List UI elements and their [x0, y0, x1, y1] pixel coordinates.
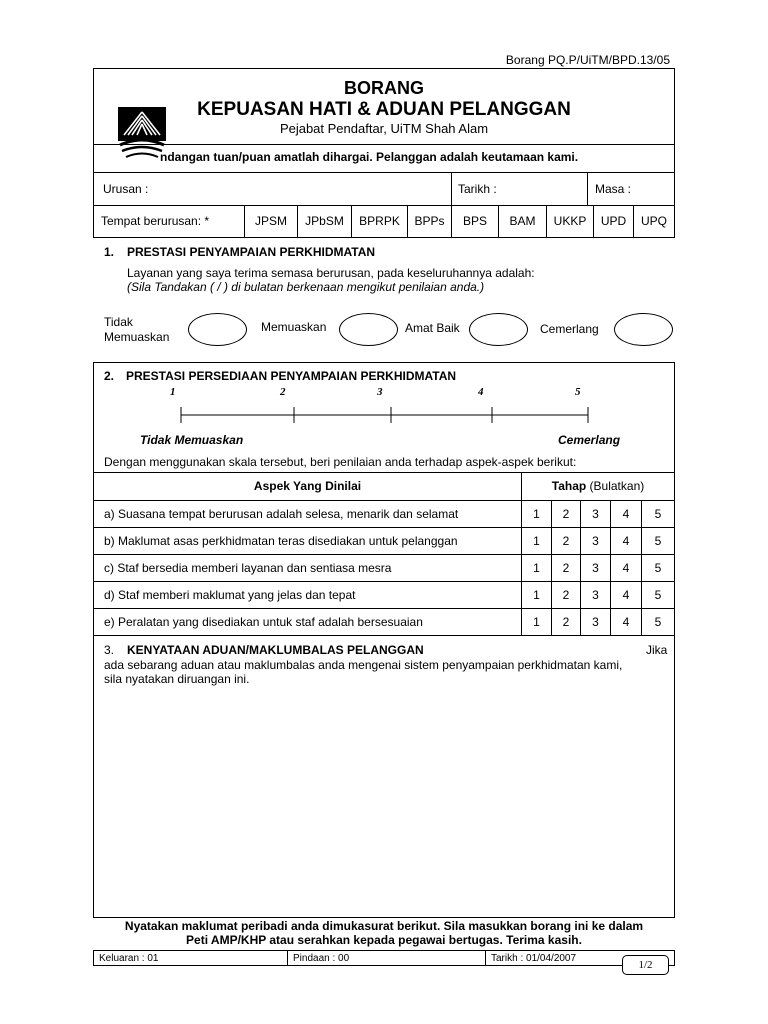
row-e-level-5[interactable]: 5: [654, 614, 662, 629]
option-tidak-label-2: Memuaskan: [104, 330, 170, 344]
tagline: ndangan tuan/puan amatlah dihargai. Pelanggan adalah keutamaan kami.: [160, 150, 579, 164]
dept-ukkp[interactable]: UKKP: [553, 214, 587, 228]
col-tahap-note: (Bulatkan): [589, 479, 645, 493]
row-c-level-2[interactable]: 2: [562, 560, 570, 575]
section3-title: KENYATAAN ADUAN/MAKLUMBALAS PELANGGAN: [127, 643, 424, 657]
footer-pindaan: Pindaan : 00: [293, 952, 350, 964]
option-amat-baik-label: Amat Baik: [405, 321, 460, 335]
notice-line2: Peti AMP/KHP atau serahkan kepada pegawai bertugas. Terima kasih.: [186, 933, 582, 947]
row-a-level-1[interactable]: 1: [533, 506, 540, 521]
dept-bpps[interactable]: BPPs: [414, 214, 445, 228]
row-b-level-5[interactable]: 5: [654, 533, 662, 548]
scale-high-label: Cemerlang: [558, 433, 621, 447]
dept-jpsm[interactable]: JPSM: [254, 214, 287, 228]
option-cemerlang-label: Cemerlang: [540, 322, 599, 336]
masa-field[interactable]: Masa :: [595, 181, 632, 196]
row-d-level-1[interactable]: 1: [533, 587, 540, 602]
row-c-level-1[interactable]: 1: [533, 560, 540, 575]
section1-number: 1.: [104, 245, 115, 259]
page-number: 1/2: [622, 955, 669, 975]
table-row-label: e) Peralatan yang disediakan untuk staf adalah bersesuaian: [104, 614, 423, 629]
scale-3: 3: [377, 386, 383, 398]
row-e-level-3[interactable]: 3: [592, 614, 599, 629]
section2-instruction: Dengan menggunakan skala tersebut, beri penilaian anda terhadap aspek-aspek berikut:: [104, 455, 577, 469]
row-b-level-1[interactable]: 1: [533, 533, 540, 548]
row-c-level-3[interactable]: 3: [592, 560, 599, 575]
footer-keluaran: Keluaran : 01: [99, 952, 159, 964]
footer-frame: [93, 950, 675, 966]
row-d-level-3[interactable]: 3: [592, 587, 599, 602]
row-d-level-4[interactable]: 4: [622, 587, 630, 602]
row-a-level-5[interactable]: 5: [654, 506, 662, 521]
row-a-level-4[interactable]: 4: [622, 506, 630, 521]
row-c-level-5[interactable]: 5: [654, 560, 662, 575]
section1-line2: (Sila Tandakan ( / ) di bulatan berkenaan mengikut penilaian anda.): [127, 280, 485, 294]
row-b-level-3[interactable]: 3: [592, 533, 599, 548]
section1-title: PRESTASI PENYAMPAIAN PERKHIDMATAN: [127, 245, 376, 259]
complaint-textarea[interactable]: [94, 690, 674, 916]
scale-5: 5: [575, 386, 581, 398]
tempat-berurusan-label: Tempat berurusan: *: [101, 214, 210, 228]
col-aspek-header: Aspek Yang Dinilai: [253, 479, 362, 493]
section2-title: PRESTASI PERSEDIAAN PENYAMPAIAN PERKHIDMATAN: [126, 369, 457, 383]
tarikh-field[interactable]: Tarikh :: [458, 181, 497, 196]
table-row-label: b) Maklumat asas perkhidmatan teras disediakan untuk pelanggan: [104, 533, 458, 548]
row-e-level-2[interactable]: 2: [562, 614, 570, 629]
scale-line: [178, 405, 592, 425]
scale-low-label: Tidak Memuaskan: [140, 433, 244, 447]
row-d-level-2[interactable]: 2: [562, 587, 570, 602]
dept-upq[interactable]: UPQ: [640, 214, 667, 228]
option-memuaskan-circle[interactable]: [339, 313, 398, 346]
section1-line1: Layanan yang saya terima semasa berurusan, pada keseluruhannya adalah:: [127, 266, 535, 280]
row-b-level-2[interactable]: 2: [562, 533, 570, 548]
row-d-level-5[interactable]: 5: [654, 587, 662, 602]
row-a-level-2[interactable]: 2: [562, 506, 570, 521]
table-row-label: a) Suasana tempat berurusan adalah selesa, menarik dan selamat: [104, 506, 459, 521]
form-title-borang: BORANG: [344, 78, 424, 98]
urusan-field[interactable]: Urusan :: [103, 181, 149, 196]
dept-upd[interactable]: UPD: [600, 214, 627, 228]
section2-number: 2.: [104, 369, 115, 383]
row-c-level-4[interactable]: 4: [622, 560, 630, 575]
scale-2: 2: [280, 386, 286, 398]
option-amat-baik-circle[interactable]: [469, 313, 528, 346]
table-row-label: c) Staf bersedia memberi layanan dan sentiasa mesra: [104, 560, 392, 575]
option-cemerlang-circle[interactable]: [614, 313, 673, 346]
form-subtitle: Pejabat Pendaftar, UiTM Shah Alam: [279, 121, 489, 136]
section3-number: 3.: [104, 643, 115, 657]
section3-line1: ada sebarang aduan atau maklumbalas anda mengenai sistem penyampaian perkhidmatan kami,: [104, 658, 623, 672]
row-b-level-4[interactable]: 4: [622, 533, 630, 548]
footer-tarikh: Tarikh : 01/04/2007: [491, 952, 577, 964]
dept-bam[interactable]: BAM: [509, 214, 536, 228]
dept-bps[interactable]: BPS: [462, 214, 487, 228]
col-tahap-header: [522, 472, 674, 500]
scale-1: 1: [170, 386, 176, 398]
section3-line2: sila nyatakan diruangan ini.: [104, 672, 250, 686]
row-a-level-3[interactable]: 3: [592, 506, 599, 521]
dept-bprpk[interactable]: BPRPK: [359, 214, 400, 228]
form-code: Borang PQ.P/UiTM/BPD.13/05: [505, 53, 670, 67]
row-e-level-1[interactable]: 1: [533, 614, 540, 629]
form-title-main: KEPUASAN HATI & ADUAN PELANGGAN: [197, 99, 571, 120]
option-tidak-memuaskan-circle[interactable]: [188, 313, 247, 346]
dept-jpbsm[interactable]: JPbSM: [305, 214, 344, 228]
section3-jika: Jika: [646, 643, 668, 657]
table-row-label: d) Staf memberi maklumat yang jelas dan tepat: [104, 587, 356, 602]
row-e-level-4[interactable]: 4: [622, 614, 630, 629]
option-memuaskan-label: Memuaskan: [261, 320, 327, 334]
col-tahap-label: Tahap: [551, 479, 587, 493]
scale-4: 4: [478, 386, 484, 398]
option-tidak-label-1: Tidak: [104, 315, 133, 329]
notice-line1: Nyatakan maklumat peribadi anda dimukasurat berikut. Sila masukkan borang ini ke dalam: [124, 919, 644, 933]
